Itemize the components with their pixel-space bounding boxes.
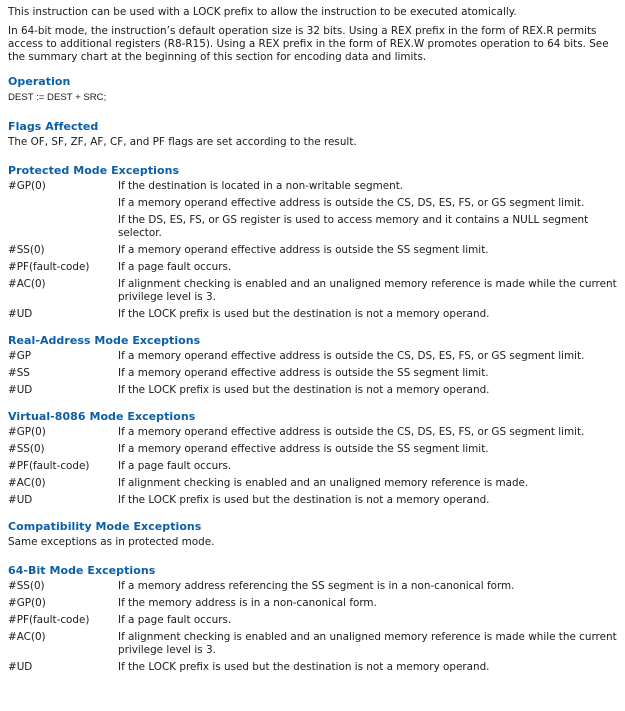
exception-description: If a page fault occurs. — [118, 460, 232, 472]
exception-code: #PF(fault-code) — [8, 261, 90, 273]
exception-row — [8, 494, 619, 507]
intro-paragraph-lock: This instruction can be used with a LOCK prefix to allow the instruction to be executed atomically. — [8, 6, 517, 18]
exception-code: #GP(0) — [8, 426, 46, 438]
exception-code: #AC(0) — [8, 477, 46, 489]
exception-description: If a memory operand effective address is outside the CS, DS, ES, FS, or GS segment limit. — [118, 426, 585, 438]
exception-description: If the LOCK prefix is used but the destination is not a memory operand. — [118, 384, 490, 396]
exception-code: #SS(0) — [8, 580, 45, 592]
flags-text: The OF, SF, ZF, AF, CF, and PF flags are set according to the result. — [8, 136, 357, 148]
exception-row — [8, 180, 619, 193]
operation-heading: Operation — [8, 75, 71, 88]
exception-code: #UD — [8, 494, 33, 506]
exception-row — [8, 580, 619, 593]
compatibility-mode-heading: Compatibility Mode Exceptions — [8, 520, 202, 533]
exception-code — [8, 214, 118, 240]
exception-code: #GP(0) — [8, 597, 46, 609]
exception-row — [8, 661, 619, 674]
exception-description: If the LOCK prefix is used but the destination is not a memory operand. — [118, 308, 490, 320]
exception-code: #GP(0) — [8, 180, 46, 192]
virtual-8086-mode-table — [8, 426, 619, 507]
exception-code: #UD — [8, 308, 33, 320]
real-address-mode-heading: Real-Address Mode Exceptions — [8, 334, 201, 347]
exception-description: If a memory operand effective address is outside the SS segment limit. — [118, 443, 489, 455]
64-bit-mode-heading: 64-Bit Mode Exceptions — [8, 564, 156, 577]
exception-description: If alignment checking is enabled and an unaligned memory reference is made while the current privilege level is 3. — [118, 631, 617, 656]
exception-row — [8, 350, 619, 363]
exception-description: If the DS, ES, FS, or GS register is used to access memory and it contains a NULL segment selector. — [118, 214, 589, 239]
exception-row — [8, 308, 619, 321]
exception-row — [8, 384, 619, 397]
exception-row — [8, 278, 619, 304]
exception-code — [8, 197, 118, 210]
exception-description: If a page fault occurs. — [118, 614, 232, 626]
exception-code: #PF(fault-code) — [8, 460, 90, 472]
exception-description: If the destination is located in a non-writable segment. — [118, 180, 404, 192]
exception-description: If alignment checking is enabled and an unaligned memory reference is made. — [118, 477, 529, 489]
flags-heading: Flags Affected — [8, 120, 99, 133]
exception-code: #UD — [8, 384, 33, 396]
exception-code: #GP — [8, 350, 32, 362]
exception-row — [8, 367, 619, 380]
exception-description: If alignment checking is enabled and an unaligned memory reference is made while the current privilege level is 3. — [118, 278, 617, 303]
exception-code: #SS(0) — [8, 443, 45, 455]
exception-row — [8, 460, 619, 473]
exception-description: If a memory operand effective address is outside the CS, DS, ES, FS, or GS segment limit. — [118, 350, 585, 362]
exception-code: #UD — [8, 661, 33, 673]
exception-row — [8, 426, 619, 439]
exception-row — [8, 261, 619, 274]
64-bit-mode-table — [8, 580, 619, 674]
real-address-mode-table — [8, 350, 619, 397]
exception-code: #PF(fault-code) — [8, 614, 90, 626]
exception-description: If a page fault occurs. — [118, 261, 232, 273]
exception-description: If a memory address referencing the SS segment is in a non-canonical form. — [118, 580, 515, 592]
exception-description: If a memory operand effective address is outside the CS, DS, ES, FS, or GS segment limit. — [118, 197, 585, 209]
exception-description: If a memory operand effective address is outside the SS segment limit. — [118, 367, 489, 379]
exception-code: #SS(0) — [8, 244, 45, 256]
exception-description: If the LOCK prefix is used but the destination is not a memory operand. — [118, 494, 490, 506]
exception-row — [8, 214, 619, 240]
exception-description: If the memory address is in a non-canonical form. — [118, 597, 377, 609]
exception-row — [8, 443, 619, 456]
virtual-8086-mode-heading: Virtual-8086 Mode Exceptions — [8, 410, 196, 423]
exception-code: #AC(0) — [8, 631, 46, 643]
exception-row — [8, 597, 619, 610]
protected-mode-table — [8, 180, 619, 321]
exception-row — [8, 244, 619, 257]
intro-paragraph-64bit: In 64-bit mode, the instruction’s default operation size is 32 bits. Using a REX prefix in the form of REX.R permits access to additional registers (R8-R15). Using a REX prefix in the form of REX.W promotes operation to 64 bits. See the summary chart at the beginning of this section for encoding data and limits. — [8, 25, 609, 63]
exception-code: #SS — [8, 367, 30, 379]
exception-description: If the LOCK prefix is used but the destination is not a memory operand. — [118, 661, 490, 673]
exception-code: #AC(0) — [8, 278, 46, 290]
exception-row — [8, 614, 619, 627]
protected-mode-heading: Protected Mode Exceptions — [8, 164, 180, 177]
exception-description: If a memory operand effective address is outside the SS segment limit. — [118, 244, 489, 256]
exception-row — [8, 197, 619, 210]
exception-row — [8, 631, 619, 657]
operation-code: DEST := DEST + SRC; — [8, 92, 107, 103]
exception-row — [8, 477, 619, 490]
compatibility-mode-text: Same exceptions as in protected mode. — [8, 536, 215, 548]
